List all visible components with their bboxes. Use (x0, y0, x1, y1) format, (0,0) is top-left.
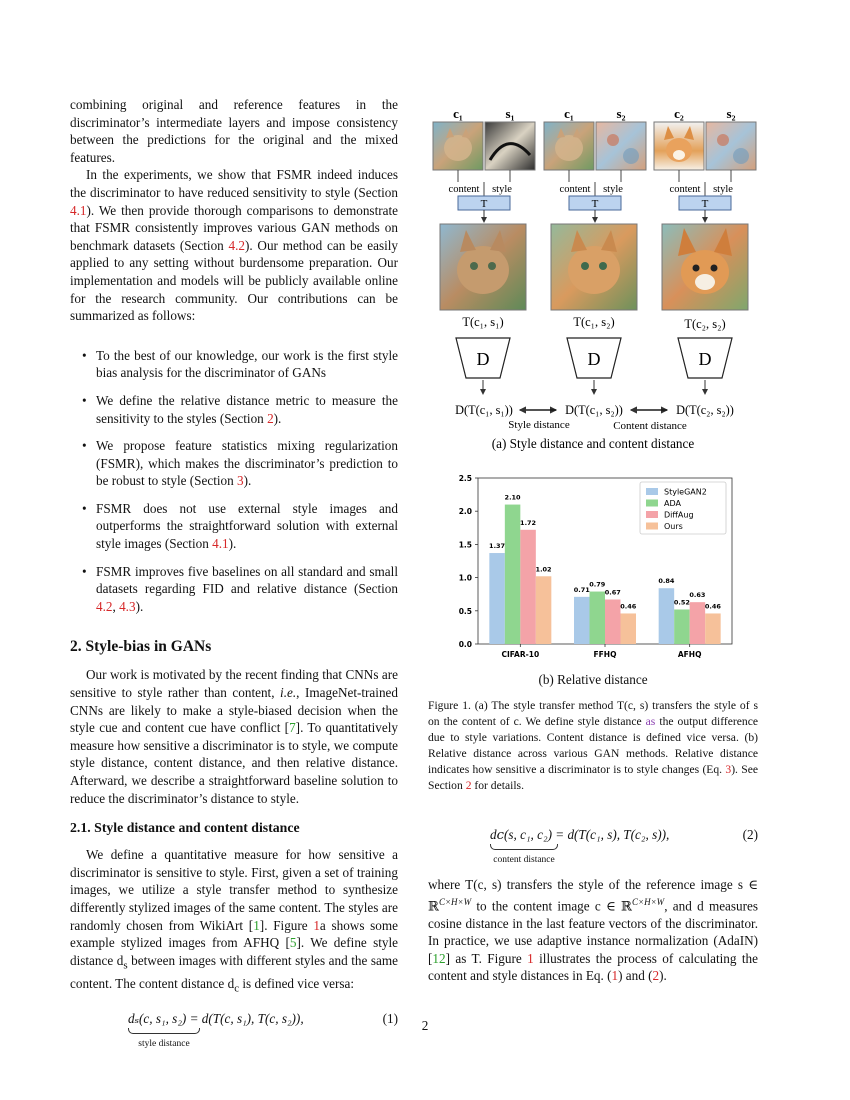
label-s2: s₂ (616, 106, 626, 121)
style-distance-label: Style distance (508, 419, 570, 431)
bar (674, 609, 690, 644)
bar-value-label: 0.84 (658, 577, 675, 586)
text: ). We then provide thorough comparisons to demonstrate that FSMR consistently improves various GAN methods on benchmark datasets (Section (70, 202, 398, 253)
legend-swatch (646, 488, 658, 495)
underbrace-label: content distance (493, 855, 555, 865)
transfer-box-T (679, 196, 731, 210)
style-image-s2 (706, 122, 756, 170)
bar (690, 602, 706, 644)
style-image-s1 (485, 122, 535, 170)
style-label: style (603, 184, 623, 195)
text: ] as T. Figure (445, 950, 528, 966)
stylized-output-1 (440, 224, 526, 310)
content-label: content (559, 184, 591, 195)
style-image-s2 (596, 122, 646, 170)
y-tick-label: 1.5 (458, 540, 472, 550)
figure-link[interactable]: 1 (313, 917, 320, 933)
bar-value-label: 0.71 (573, 585, 590, 594)
bar (705, 613, 721, 644)
section-heading: 2. Style-bias in GANs (70, 638, 212, 656)
text: C×H×W (438, 896, 472, 907)
output-label: T(c₁, s₂) (573, 315, 615, 329)
text: ). (228, 536, 237, 552)
output-label: T(c₂, s₂) (684, 317, 726, 331)
text: In the experiments, we show that FSMR indeed induces the discriminator to have reduced sensitivity to style (Section (70, 167, 398, 200)
text: Our work is motivated by the recent finding that CNNs are sensitive to style rather than content, (70, 667, 398, 701)
text: To the best of our knowledge, our work is the first style bias analysis for the discriminator of GANs (96, 347, 398, 381)
bar-value-label: 1.02 (535, 565, 552, 574)
T-label: T (591, 198, 599, 210)
citation-link[interactable]: 1 (253, 917, 260, 933)
section-link[interactable]: 4.3 (119, 598, 136, 614)
contribution-item (70, 392, 398, 427)
label-c2: c₂ (674, 106, 684, 121)
right-column (428, 822, 758, 985)
underbrace-label: style distance (138, 1039, 190, 1050)
equation-number: (1) (382, 1011, 398, 1027)
citation-link[interactable]: 12 (432, 950, 446, 966)
y-tick-label: 0.5 (458, 606, 472, 616)
discriminator-output: D(T(c₁, s₂)) (565, 403, 623, 417)
bar-value-label: 1.72 (520, 518, 537, 527)
equation-2 (428, 822, 758, 868)
equation-link[interactable]: 2 (652, 968, 660, 984)
transfer-box-T (569, 196, 621, 210)
contribution-item (70, 437, 398, 490)
x-tick-label: CIFAR-10 (501, 650, 540, 659)
stylized-output-2 (551, 224, 637, 310)
equation-text: d𝑐(s, c₁, c₂) = d(T(c₁, s), T(c₂, s)), (490, 827, 670, 842)
content-label: content (448, 184, 480, 195)
text: is defined vice versa: (239, 975, 355, 991)
bar (536, 576, 552, 644)
section-link[interactable]: 4.2 (96, 598, 113, 614)
text: illustrates the process of calculating the content and style distances in Eq. ( (428, 950, 758, 984)
style-label: style (492, 184, 512, 195)
D-label: D (476, 349, 490, 369)
bar (574, 597, 590, 644)
content-label: content (669, 184, 701, 195)
x-tick-label: FFHQ (593, 650, 617, 659)
content-image-c1 (544, 122, 594, 170)
discriminator-D (678, 338, 732, 378)
text: between images with different styles and the same content. The content distance d (70, 952, 398, 991)
paragraph-where (428, 876, 758, 985)
bar (505, 505, 520, 644)
text: ). (243, 473, 252, 489)
x-tick-label: AFHQ (677, 650, 702, 659)
section-link[interactable]: 2 (267, 410, 274, 426)
bar (621, 613, 637, 644)
text: to the content image c ∈ ℝ (471, 897, 633, 913)
underbrace (490, 844, 558, 870)
y-tick-label: 2.0 (458, 507, 472, 517)
equation-link[interactable]: 3 (725, 763, 732, 776)
section-link[interactable]: 2 (465, 779, 472, 792)
equation-number: (2) (742, 827, 758, 842)
text: where T(c, s) transfers the style of the reference image s ∈ ℝ (428, 877, 758, 913)
caption-a: (a) Style distance and content distance (491, 436, 695, 451)
discriminator-output: D(T(c₂, s₂)) (676, 403, 734, 417)
bar-value-label: 0.52 (673, 598, 690, 607)
text: ). (273, 410, 282, 426)
figure-1a-diagram (428, 100, 758, 460)
bar (520, 530, 536, 644)
content-distance-label: Content distance (613, 420, 687, 432)
figure-link[interactable]: 1 (527, 950, 534, 966)
equation-link[interactable]: 1 (611, 968, 619, 984)
text: Figure 1. (a) The style transfer method T(c, s) transfers the style of s on the content of c. We define style distance (428, 699, 758, 728)
contribution-item (70, 347, 398, 382)
text: We define the relative distance metric to measure the sensitivity to the styles (Section (96, 392, 398, 426)
equation-text: dₛ(c, s₁, s₂) = d(T(c, s₁), T(c, s₂)), (128, 1011, 304, 1027)
bar-value-label: 1.37 (489, 542, 506, 551)
output-label: T(c₁, s₁) (462, 315, 504, 329)
label-c1: c₁ (564, 106, 574, 121)
paragraph-experiments (70, 166, 398, 324)
section-link[interactable]: 3 (237, 473, 244, 489)
T-label: T (701, 198, 709, 210)
label-s2: s₂ (726, 106, 736, 121)
text: FSMR does not use external style images and outperforms the straightforward solution with external style images (Section (96, 500, 398, 552)
citation-link[interactable]: 7 (289, 720, 296, 736)
discriminator-D (567, 338, 621, 378)
text: , (112, 598, 120, 614)
bar-value-label: 0.46 (620, 602, 637, 611)
D-label: D (698, 349, 712, 369)
label-c1: c₁ (453, 106, 463, 121)
stylized-output-3 (662, 224, 748, 310)
legend-label: ADA (664, 499, 681, 508)
citation-link[interactable]: 5 (289, 935, 297, 951)
text: C×H×W (632, 896, 665, 907)
paragraph-intro-end: combining original and reference features in the discriminator’s intermediate layers and impose consistency between the predictions for the original and the mixed features. (70, 97, 398, 165)
legend-swatch (646, 511, 658, 518)
paragraph-definition (70, 846, 398, 998)
link-text[interactable]: as (645, 715, 656, 728)
bar-value-label: 0.63 (689, 591, 706, 600)
text: the output difference due to style variations. Content distance is defined vice versa. (b) Relative distance across various GAN methods. Relative distance indicates how sensitive a discriminator is to style changes (Eq. (428, 715, 758, 776)
left-column (70, 96, 398, 1050)
bar (659, 588, 675, 644)
section-link[interactable]: 4.1 (70, 202, 87, 218)
D-label: D (587, 349, 601, 369)
text: We propose feature statistics mixing regularization (FSMR), which makes the discriminator’s prediction to be robust to style (Section (96, 438, 398, 489)
text: c (234, 982, 240, 995)
subsection-heading: 2.1. Style distance and content distance (70, 820, 300, 836)
text: , and d measures cosine distance in the last feature vectors of the discriminator. In practice, we use adaptive instance normalization (AdaIN) [ (428, 897, 759, 966)
section-link[interactable]: 4.2 (228, 237, 245, 253)
bar (489, 553, 505, 644)
text: a shows some example stylized images from AFHQ [ (70, 917, 398, 951)
bar-value-label: 0.79 (589, 580, 606, 589)
text: ]. Figure (259, 917, 314, 933)
legend-swatch (646, 500, 658, 507)
content-image-c2 (654, 122, 704, 170)
T-label: T (480, 198, 488, 210)
figure-caption (428, 698, 758, 794)
text: for details. (471, 779, 524, 792)
text: ). (135, 598, 144, 614)
text: FSMR improves five baselines on all standard and small datasets regarding FID and relative distance (Section (96, 563, 398, 597)
y-tick-label: 0.0 (458, 640, 472, 649)
text: ]. We define style distance d (70, 935, 398, 968)
legend-label: StyleGAN2 (664, 487, 707, 497)
text: i.e. (280, 685, 297, 701)
text: ). Our method can be easily applied to any setting without burdensome preparation. Our implementation and models will be publicly available online for the research community. Our contributions can be summarized as follows: (70, 237, 398, 324)
transfer-box-T (458, 196, 510, 210)
y-tick-label: 1.0 (458, 573, 472, 583)
section-link[interactable]: 4.1 (212, 536, 229, 552)
text: ). (659, 968, 667, 984)
contribution-item (70, 500, 398, 553)
text: , ImageNet-trained CNNs are likely to make a style-biased decision when the style cue and content cue have conflict [ (70, 685, 398, 736)
text: ]. To quantitatively measure how sensitive a discriminator is to style, we compute style distance, content distance, and then relative distance. Afterward, we describe a straightforward baseline solution to reduce the discriminator’s distance to style. (70, 720, 398, 806)
text: We define a quantitative measure for how sensitive a discriminator is sensitive to style. First, given a set of training images, we utilize a style transfer method to synthesize differently stylized images of the same content. The styles are randomly chosen from WikiArt [ (70, 847, 398, 933)
bar-value-label: 2.10 (504, 493, 521, 502)
content-image-c1 (433, 122, 483, 170)
bar-value-label: 0.67 (604, 588, 621, 597)
page-number: 2 (421, 1018, 429, 1033)
text: ) and ( (618, 968, 653, 984)
text: ). See Section (428, 763, 758, 792)
legend-label: Ours (664, 522, 683, 531)
contribution-item (70, 563, 398, 616)
bar (590, 592, 606, 644)
caption-b: (b) Relative distance (538, 672, 648, 687)
discriminator-output: D(T(c₁, s₁)) (455, 403, 513, 417)
paragraph-motivation (70, 666, 398, 807)
bar (605, 600, 621, 644)
discriminator-D (456, 338, 510, 378)
y-tick-label: 2.5 (458, 474, 472, 483)
bar-value-label: 0.46 (704, 602, 721, 611)
label-s1: s₁ (505, 106, 515, 121)
legend-label: DiffAug (664, 510, 694, 520)
style-label: style (713, 184, 733, 195)
legend-swatch (646, 523, 658, 530)
figure-1b-chart (442, 472, 742, 662)
text: s (123, 959, 128, 972)
